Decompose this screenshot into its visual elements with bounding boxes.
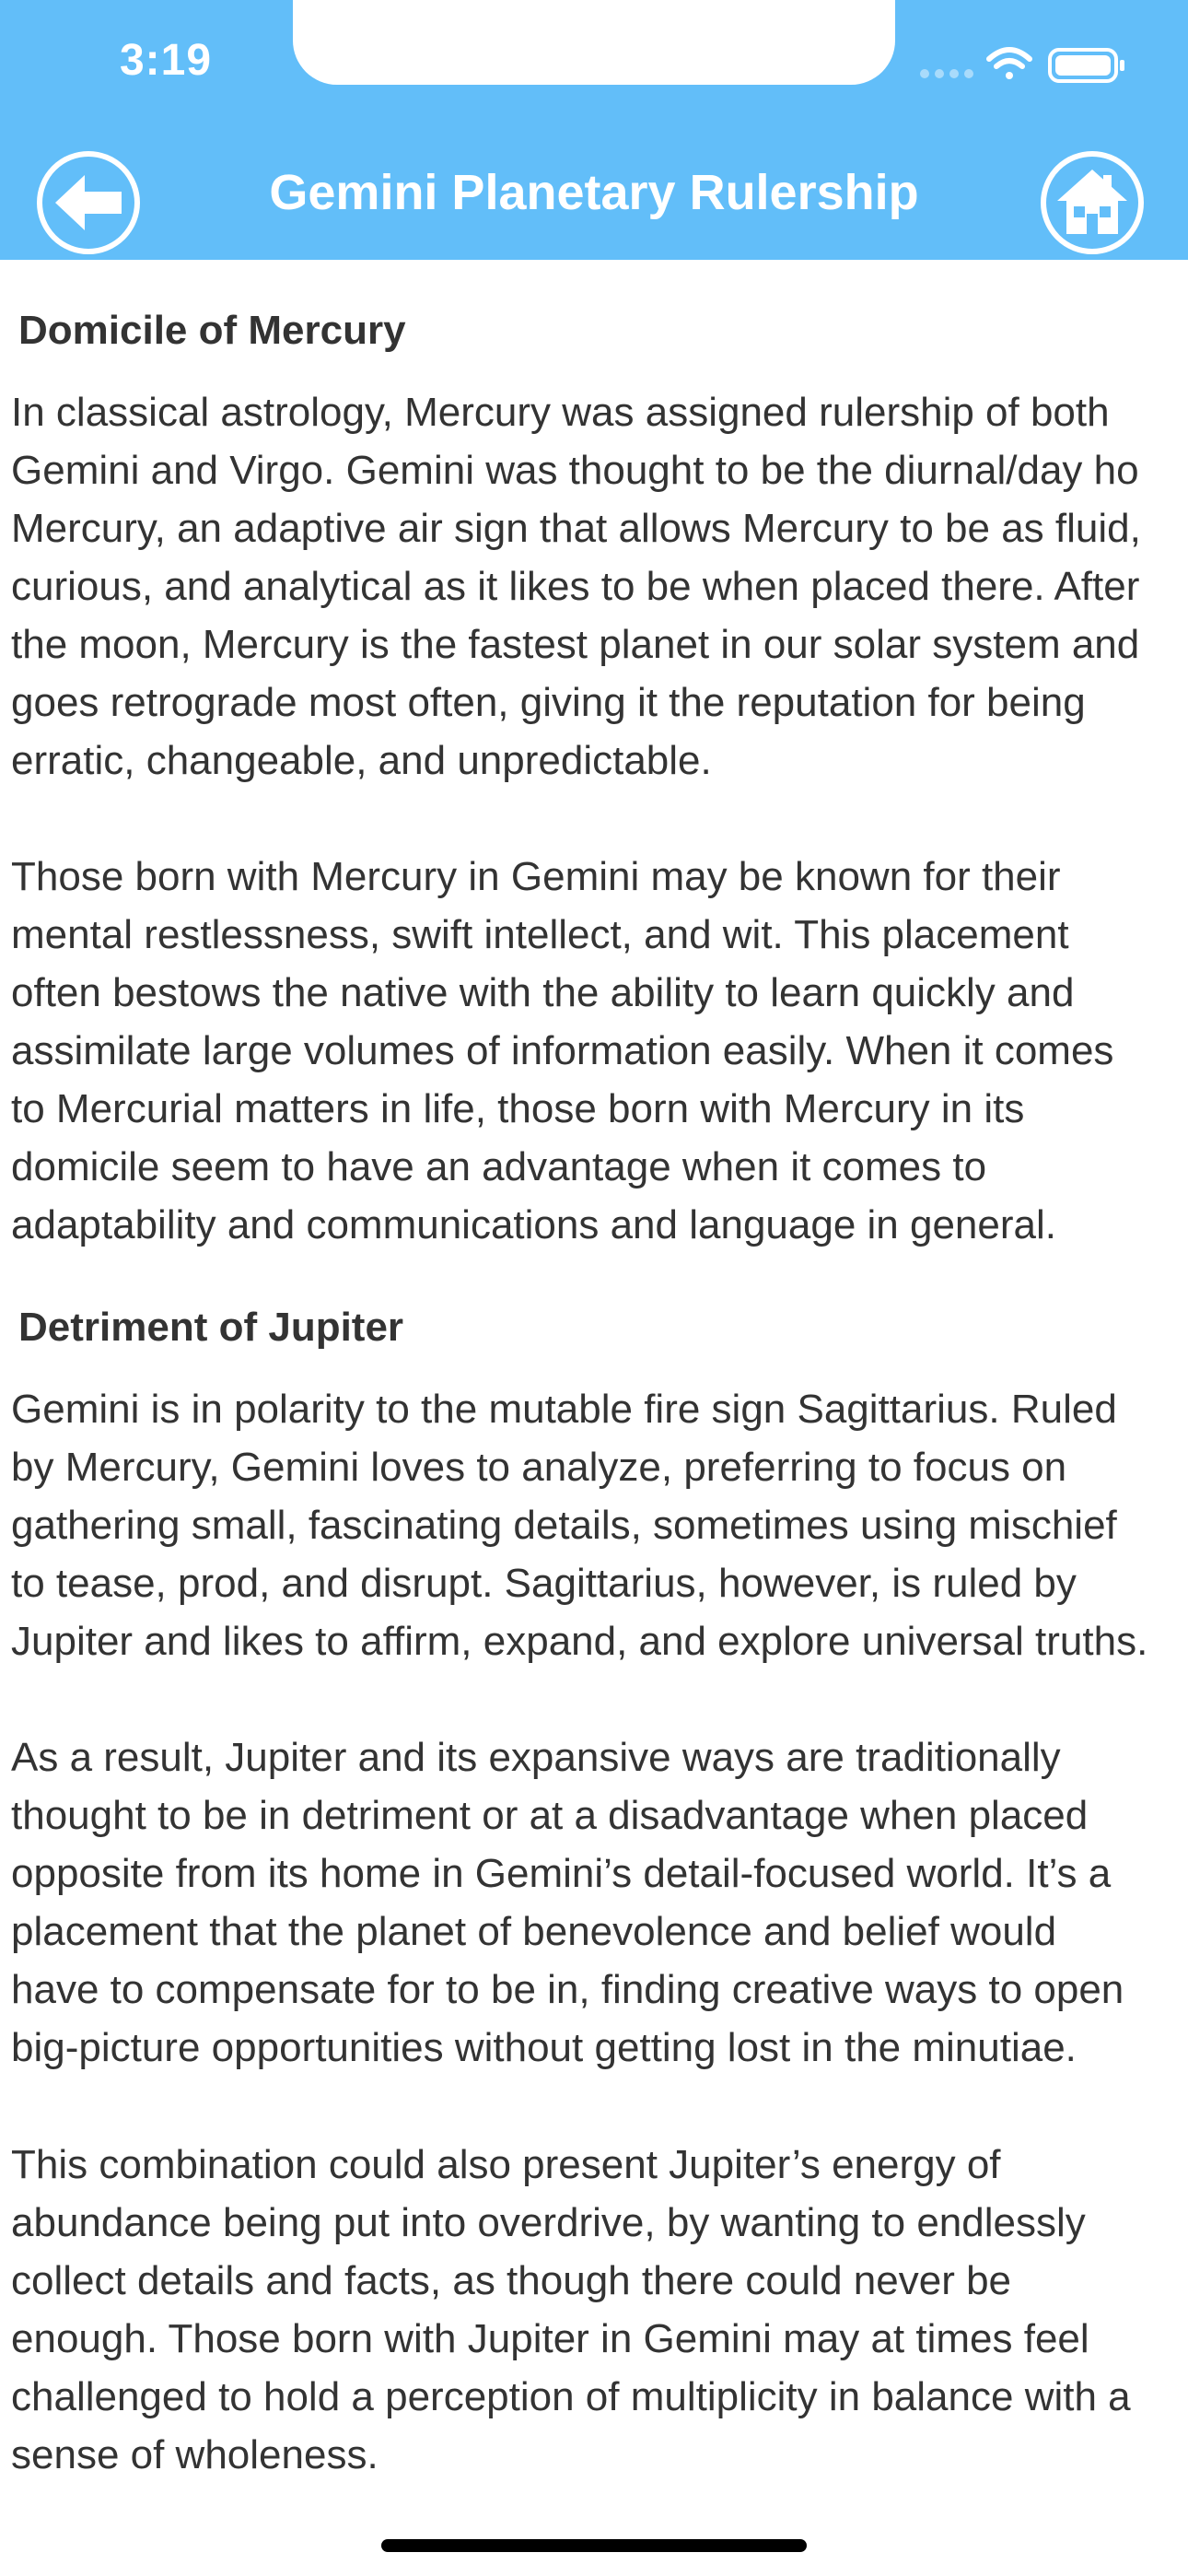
house-icon (1046, 157, 1138, 249)
text-line: As a result, Jupiter and its expansive ways are traditionally (11, 1735, 1061, 1780)
app-header (0, 0, 1188, 260)
text-line: thought to be in detriment or at a disadvantage when placed (11, 1793, 1089, 1838)
text-line: often bestows the native with the ability to learn quickly and (11, 970, 1075, 1015)
paragraph (11, 848, 1188, 1254)
back-button[interactable] (37, 151, 140, 254)
home-indicator[interactable] (381, 2539, 807, 2552)
text-line: Those born with Mercury in Gemini may be known for their (11, 854, 1061, 899)
arrow-left-icon (42, 157, 134, 249)
paragraph (11, 1380, 1188, 1670)
page-title: Gemini Planetary Rulership (269, 165, 919, 220)
text-line: Gemini and Virgo. Gemini was thought to be the diurnal/day ho (11, 448, 1139, 493)
status-time: 3:19 (119, 36, 213, 85)
text-line: domicile seem to have an advantage when it comes to (11, 1144, 987, 1189)
home-button[interactable] (1041, 151, 1144, 254)
device-notch (293, 0, 895, 85)
paragraph (11, 1728, 1188, 2077)
text-line: Jupiter and likes to affirm, expand, and explore universal truths. (11, 1619, 1148, 1664)
text-line: sense of wholeness. (11, 2432, 379, 2477)
text-line: Gemini is in polarity to the mutable fire sign Sagittarius. Ruled (11, 1387, 1117, 1432)
text-line: gathering small, fascinating details, sometimes using mischief (11, 1503, 1117, 1548)
text-line: mental restlessness, swift intellect, and wit. This placement (11, 912, 1069, 957)
text-line: erratic, changeable, and unpredictable. (11, 738, 712, 783)
text-line: enough. Those born with Jupiter in Gemini may at times feel (11, 2316, 1089, 2361)
section-title: Domicile of Mercury (18, 308, 406, 353)
section-title: Detriment of Jupiter (18, 1305, 404, 1350)
text-line: In classical astrology, Mercury was assigned rulership of both (11, 390, 1110, 435)
text-line: big-picture opportunities without getting lost in the minutiae. (11, 2025, 1077, 2070)
text-line: abundance being put into overdrive, by wanting to endlessly (11, 2200, 1086, 2245)
text-line: collect details and facts, as though there could never be (11, 2258, 1012, 2303)
text-line: goes retrograde most often, giving it the reputation for being (11, 680, 1086, 725)
battery-icon (1050, 50, 1124, 81)
text-line: assimilate large volumes of information easily. When it comes (11, 1028, 1114, 1073)
text-line: to Mercurial matters in life, those born with Mercury in its (11, 1086, 1025, 1131)
cellular-signal-icon (920, 69, 973, 78)
wifi-icon (989, 50, 1030, 79)
text-line: to tease, prod, and disrupt. Sagittarius, however, is ruled by (11, 1561, 1077, 1606)
text-line: challenged to hold a perception of multiplicity in balance with a (11, 2374, 1131, 2419)
text-line: This combination could also present Jupiter’s energy of (11, 2142, 1001, 2187)
text-line: by Mercury, Gemini loves to analyze, preferring to focus on (11, 1445, 1067, 1490)
paragraph (11, 2136, 1188, 2484)
paragraph (11, 383, 1188, 790)
text-line: placement that the planet of benevolence and belief would (11, 1909, 1057, 1954)
text-line: curious, and analytical as it likes to be when placed there. After (11, 564, 1140, 609)
text-line: the moon, Mercury is the fastest planet in our solar system and (11, 622, 1140, 667)
text-line: have to compensate for to be in, finding creative ways to open (11, 1967, 1124, 2012)
text-line: adaptability and communications and language in general. (11, 1202, 1056, 1247)
text-line: Mercury, an adaptive air sign that allows Mercury to be as fluid, (11, 506, 1141, 551)
text-line: opposite from its home in Gemini’s detail-focused world. It’s a (11, 1851, 1112, 1896)
status-icons (917, 42, 1129, 87)
